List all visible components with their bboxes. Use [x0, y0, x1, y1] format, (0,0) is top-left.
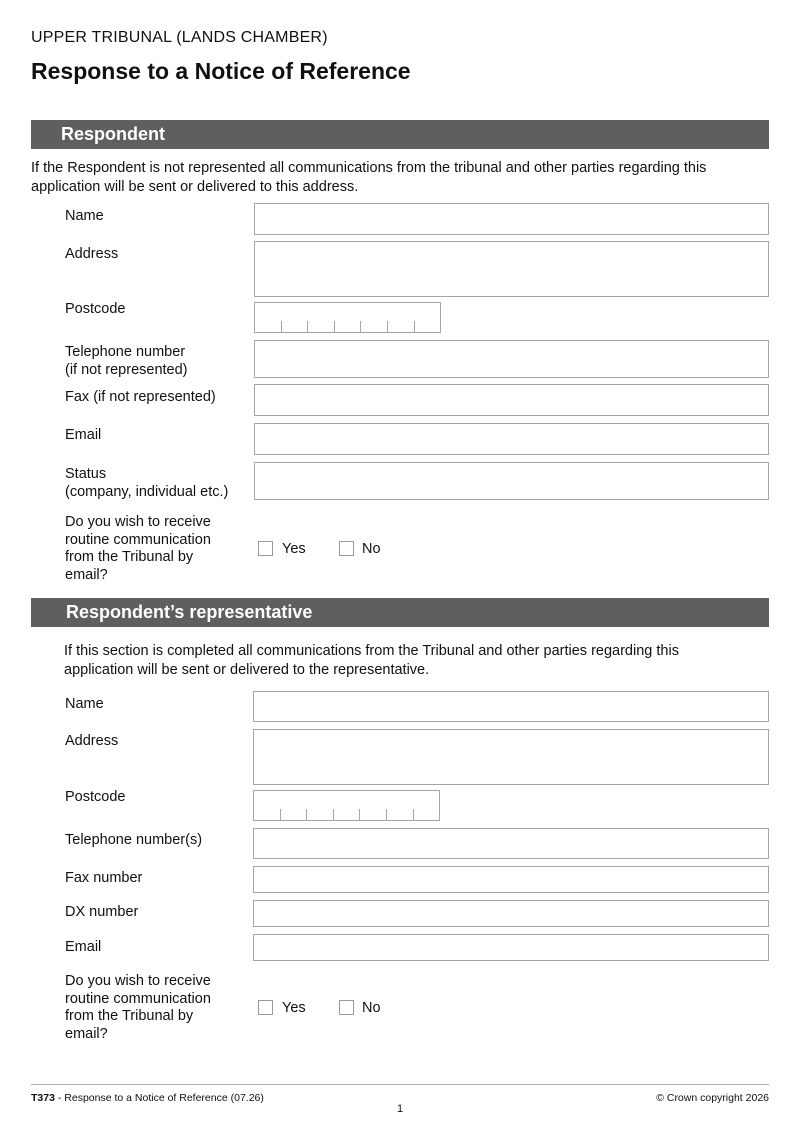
- representative-dx-field[interactable]: [253, 900, 769, 927]
- form-code: T373: [31, 1092, 55, 1104]
- respondent-postcode-field[interactable]: [254, 302, 441, 333]
- representative-name-label: Name: [65, 696, 104, 712]
- representative-email-label: Email: [65, 939, 102, 955]
- representative-email-field[interactable]: [253, 934, 769, 961]
- representative-address-field[interactable]: [253, 729, 769, 785]
- respondent-email-no-label: No: [362, 541, 381, 557]
- representative-heading: Respondent’s representative: [66, 602, 313, 622]
- respondent-status-label: [65, 466, 228, 501]
- respondent-email-yes-checkbox[interactable]: [258, 541, 273, 556]
- representative-email-no-label: No: [362, 1000, 381, 1016]
- respondent-intro: [31, 159, 706, 197]
- respondent-postcode-label: Postcode: [65, 301, 126, 317]
- representative-email-no-checkbox[interactable]: [339, 1000, 354, 1015]
- postcode-divider: [307, 321, 308, 332]
- respondent-heading: Respondent: [61, 124, 166, 144]
- postcode-divider: [280, 809, 281, 820]
- respondent-intro-line-2: application will be sent or delivered to this address.: [31, 179, 359, 195]
- postcode-divider: [359, 809, 360, 820]
- respondent-address-field[interactable]: [254, 241, 769, 297]
- question-line: routine communication: [65, 990, 211, 1007]
- question-line: Do you wish to receive: [65, 973, 211, 989]
- representative-postcode-field[interactable]: [253, 790, 440, 821]
- representative-section-header: [31, 598, 769, 627]
- question-line: email?: [65, 566, 108, 583]
- representative-email-yes-checkbox[interactable]: [258, 1000, 273, 1015]
- respondent-telephone-label: [65, 344, 188, 379]
- representative-fax-label: Fax number: [65, 870, 143, 886]
- respondent-fax-field[interactable]: [254, 384, 769, 416]
- respondent-email-preference-question: [65, 514, 211, 584]
- representative-telephone-field[interactable]: [253, 828, 769, 859]
- question-line: email?: [65, 1025, 108, 1042]
- representative-dx-label: DX number: [65, 904, 139, 920]
- postcode-divider: [334, 321, 335, 332]
- respondent-email-no-checkbox[interactable]: [339, 541, 354, 556]
- representative-telephone-label: Telephone number(s): [65, 832, 203, 848]
- representative-email-preference-question: [65, 973, 211, 1043]
- postcode-divider: [281, 321, 282, 332]
- respondent-section-header: [31, 120, 769, 149]
- representative-intro: [64, 642, 679, 680]
- respondent-telephone-label-line-1: Telephone number: [65, 344, 186, 360]
- respondent-name-label: Name: [65, 208, 104, 224]
- page-number: 1: [396, 1103, 404, 1115]
- question-line: from the Tribunal by: [65, 1008, 194, 1024]
- respondent-status-label-line-2: (company, individual etc.): [65, 483, 229, 500]
- respondent-fax-label: Fax (if not represented): [65, 389, 216, 405]
- respondent-email-yes-label: Yes: [282, 541, 306, 557]
- respondent-status-field[interactable]: [254, 462, 769, 500]
- question-line: routine communication: [65, 531, 211, 548]
- footer-form-title: - Response to a Notice of Reference (07.26): [54, 1092, 264, 1104]
- postcode-divider: [306, 809, 307, 820]
- postcode-divider: [414, 321, 415, 332]
- footer-divider: [31, 1084, 769, 1085]
- form-title: Response to a Notice of Reference: [31, 58, 411, 84]
- respondent-status-label-line-1: Status: [65, 466, 107, 482]
- representative-postcode-label: Postcode: [65, 789, 126, 805]
- footer-copyright: © Crown copyright 2026: [656, 1092, 769, 1104]
- respondent-email-label: Email: [65, 427, 102, 443]
- respondent-email-field[interactable]: [254, 423, 769, 455]
- representative-address-label: Address: [65, 733, 119, 749]
- respondent-name-field[interactable]: [254, 203, 769, 235]
- postcode-divider: [413, 809, 414, 820]
- respondent-telephone-label-line-2: (if not represented): [65, 361, 188, 378]
- representative-intro-line-1: If this section is completed all communications from the Tribunal and other parties regarding this: [64, 643, 679, 659]
- question-line: Do you wish to receive: [65, 514, 211, 530]
- question-line: from the Tribunal by: [65, 549, 194, 565]
- representative-fax-field[interactable]: [253, 866, 769, 893]
- postcode-divider: [386, 809, 387, 820]
- postcode-divider: [333, 809, 334, 820]
- postcode-divider: [360, 321, 361, 332]
- representative-email-yes-label: Yes: [282, 1000, 306, 1016]
- representative-intro-line-2: application will be sent or delivered to the representative.: [64, 662, 430, 678]
- postcode-divider: [387, 321, 388, 332]
- respondent-telephone-field[interactable]: [254, 340, 769, 378]
- representative-name-field[interactable]: [253, 691, 769, 722]
- organisation-name: UPPER TRIBUNAL (LANDS CHAMBER): [31, 29, 328, 46]
- respondent-intro-line-1: If the Respondent is not represented all communications from the tribunal and other parties regarding this: [31, 160, 707, 176]
- respondent-address-label: Address: [65, 246, 119, 262]
